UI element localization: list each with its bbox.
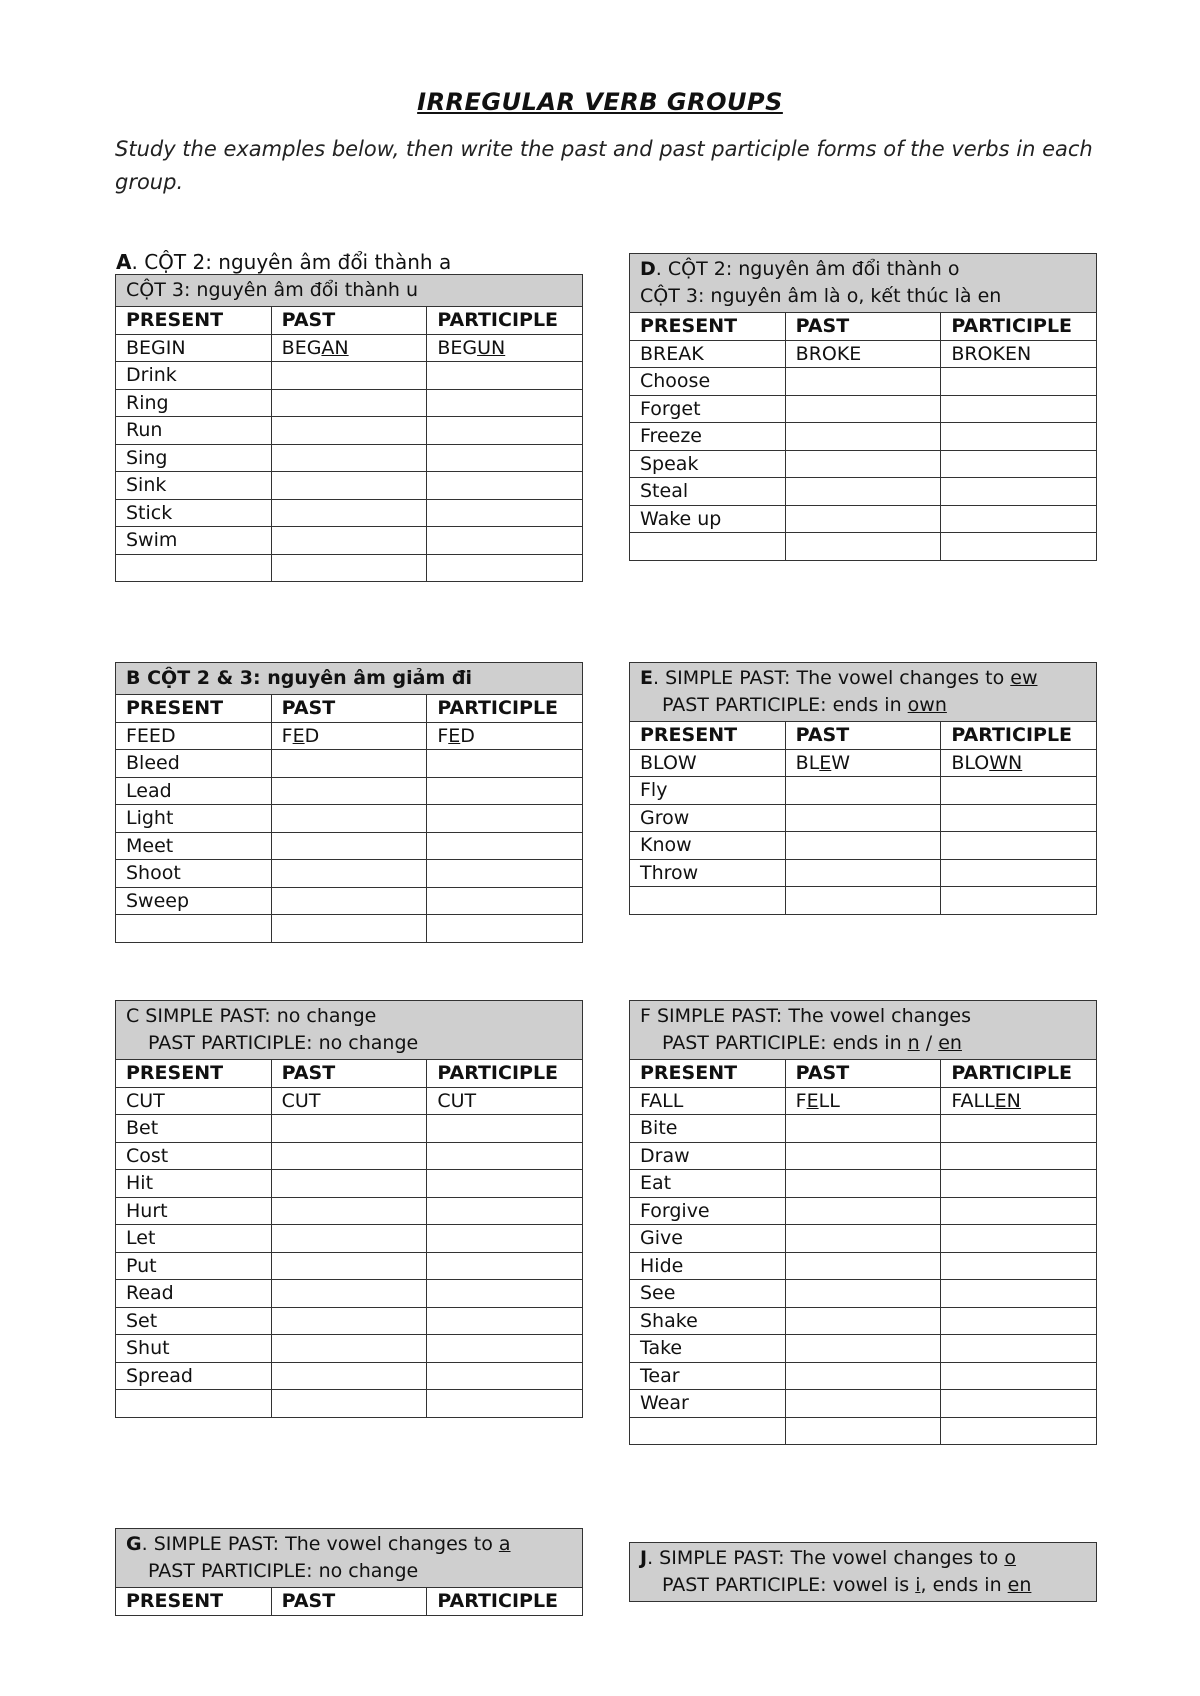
col-present: PRESENT [630,1060,786,1088]
past-answer-cell[interactable] [785,478,941,506]
participle-answer-cell[interactable] [427,887,583,915]
past-answer-cell[interactable] [785,1115,941,1143]
verb-present: Steal [630,478,786,506]
past-answer-cell[interactable] [271,750,427,778]
participle-answer-cell[interactable] [427,1115,583,1143]
verb-present [630,887,786,915]
verb-row [116,1225,583,1253]
participle-answer-cell[interactable] [941,1280,1097,1308]
participle-answer-cell[interactable] [427,750,583,778]
verb-row [630,533,1097,561]
verb-present [116,1390,272,1418]
verb-row [630,1417,1097,1445]
participle-answer-cell[interactable] [427,472,583,500]
participle-answer-cell[interactable] [941,533,1097,561]
participle-answer-cell[interactable] [941,1115,1097,1143]
verb-present: See [630,1280,786,1308]
past-answer-cell[interactable] [271,1252,427,1280]
group-j-table [629,1542,1097,1602]
verb-row [116,1170,583,1198]
verb-row [116,554,583,582]
past-answer-cell[interactable] [271,527,427,555]
verb-present: Give [630,1225,786,1253]
group-j [629,1542,1097,1602]
verb-present: Bet [116,1115,272,1143]
worksheet-title: IRREGULAR VERB GROUPS [417,88,783,116]
group-a-table [115,274,583,582]
participle-answer-cell[interactable] [941,804,1097,832]
participle-answer-cell[interactable] [427,1197,583,1225]
group-a [115,250,583,582]
group-f-table [629,1000,1097,1445]
col-participle: PARTICIPLE [427,307,583,335]
participle-answer-cell[interactable] [941,777,1097,805]
group-a-heading: A. CỘT 2: nguyên âm đổi thành a [116,250,452,274]
verb-present [630,1417,786,1445]
group-b [115,662,583,943]
group-j-heading: J. SIMPLE PAST: The vowel changes to o PAST PARTICIPLE: vowel is i, ends in en [630,1543,1097,1602]
past-answer-cell[interactable] [271,1142,427,1170]
verb-row [116,1115,583,1143]
verb-row [116,860,583,888]
verb-present: Spread [116,1362,272,1390]
past-answer-cell[interactable] [785,887,941,915]
col-past: PAST [271,1588,427,1616]
verb-present: Swim [116,527,272,555]
example-row: FEED FED FED [116,722,583,750]
past-answer-cell[interactable] [785,368,941,396]
verb-present: Put [116,1252,272,1280]
col-present: PRESENT [116,695,272,723]
verb-present: Hide [630,1252,786,1280]
past-answer-cell[interactable] [271,444,427,472]
participle-answer-cell[interactable] [941,1197,1097,1225]
verb-present: Take [630,1335,786,1363]
participle-answer-cell[interactable] [941,887,1097,915]
past-answer-cell[interactable] [785,1280,941,1308]
verb-present: Cost [116,1142,272,1170]
past-answer-cell[interactable] [271,499,427,527]
verb-present: Wear [630,1390,786,1418]
participle-answer-cell[interactable] [427,417,583,445]
participle-answer-cell[interactable] [427,444,583,472]
group-c-table [115,1000,583,1418]
verb-row [116,527,583,555]
group-f-heading: F SIMPLE PAST: The vowel changes PAST PARTICIPLE: ends in n / en [630,1001,1097,1060]
verb-present: Know [630,832,786,860]
verb-row [116,444,583,472]
participle-answer-cell[interactable] [427,527,583,555]
col-participle: PARTICIPLE [427,695,583,723]
verb-row [116,1142,583,1170]
participle-answer-cell[interactable] [941,478,1097,506]
verb-present: Freeze [630,423,786,451]
participle-answer-cell[interactable] [941,1417,1097,1445]
verb-present: Meet [116,832,272,860]
participle-answer-cell[interactable] [427,860,583,888]
verb-present: Sweep [116,887,272,915]
col-present: PRESENT [116,307,272,335]
col-present: PRESENT [630,313,786,341]
participle-answer-cell[interactable] [427,1362,583,1390]
participle-answer-cell[interactable] [427,1335,583,1363]
verb-row [116,777,583,805]
verb-present: Sing [116,444,272,472]
past-answer-cell[interactable] [785,1335,941,1363]
participle-answer-cell[interactable] [941,450,1097,478]
verb-present: Wake up [630,505,786,533]
past-answer-cell[interactable] [785,1390,941,1418]
past-answer-cell[interactable] [271,417,427,445]
past-answer-cell[interactable] [785,1307,941,1335]
verb-present: Lead [116,777,272,805]
past-answer-cell[interactable] [271,1390,427,1418]
past-answer-cell[interactable] [271,554,427,582]
verb-present: Choose [630,368,786,396]
past-answer-cell[interactable] [271,472,427,500]
participle-answer-cell[interactable] [427,1225,583,1253]
verb-row [630,1280,1097,1308]
group-g-heading: G. SIMPLE PAST: The vowel changes to a PAST PARTICIPLE: no change [116,1529,583,1588]
verb-row [630,450,1097,478]
participle-answer-cell[interactable] [427,1252,583,1280]
participle-answer-cell[interactable] [427,389,583,417]
group-g-table [115,1528,583,1616]
example-row: FALL FELL FALLEN [630,1087,1097,1115]
verb-present: Shoot [116,860,272,888]
verb-row [116,750,583,778]
verb-present: Hurt [116,1197,272,1225]
past-answer-cell[interactable] [785,423,941,451]
verb-present: Sink [116,472,272,500]
group-e-heading: E. SIMPLE PAST: The vowel changes to ew PAST PARTICIPLE: ends in own [630,663,1097,722]
group-c-heading: C SIMPLE PAST: no change PAST PARTICIPLE: no change [116,1001,583,1060]
verb-present: Throw [630,859,786,887]
verb-present: Read [116,1280,272,1308]
past-answer-cell[interactable] [785,533,941,561]
past-answer-cell[interactable] [785,859,941,887]
verb-row [630,1307,1097,1335]
verb-present: Let [116,1225,272,1253]
group-d-table [629,253,1097,561]
participle-answer-cell[interactable] [427,1280,583,1308]
verb-present: Light [116,805,272,833]
participle-answer-cell[interactable] [941,368,1097,396]
verb-row [116,499,583,527]
participle-answer-cell[interactable] [941,505,1097,533]
verb-row [630,804,1097,832]
past-answer-cell[interactable] [271,362,427,390]
verb-present: Drink [116,362,272,390]
group-b-table [115,662,583,943]
past-answer-cell[interactable] [271,777,427,805]
participle-answer-cell[interactable] [941,1362,1097,1390]
verb-present: Eat [630,1170,786,1198]
group-d-heading: D. CỘT 2: nguyên âm đổi thành o CỘT 3: nguyên âm là o, kết thúc là en [630,254,1097,313]
verb-row [116,1390,583,1418]
past-answer-cell[interactable] [271,860,427,888]
example-row: BREAK BROKE BROKEN [630,340,1097,368]
verb-row [116,915,583,943]
past-answer-cell[interactable] [785,1252,941,1280]
group-d [629,253,1097,561]
participle-answer-cell[interactable] [941,859,1097,887]
col-past: PAST [271,307,427,335]
participle-answer-cell[interactable] [941,1225,1097,1253]
group-b-heading: B CỘT 2 & 3: nguyên âm giảm đi [116,663,583,695]
verb-row [630,1390,1097,1418]
group-e [629,662,1097,915]
verb-present: Bite [630,1115,786,1143]
past-answer-cell[interactable] [785,1362,941,1390]
group-a-subheading: CỘT 3: nguyên âm đổi thành u [116,275,583,307]
example-row: BLOW BLEW BLOWN [630,749,1097,777]
past-answer-cell[interactable] [785,777,941,805]
past-answer-cell[interactable] [271,1280,427,1308]
verb-present: Speak [630,450,786,478]
past-answer-cell[interactable] [785,505,941,533]
participle-answer-cell[interactable] [941,832,1097,860]
col-participle: PARTICIPLE [941,722,1097,750]
participle-answer-cell[interactable] [427,1142,583,1170]
verb-row [630,1252,1097,1280]
verb-row [116,832,583,860]
col-present: PRESENT [116,1060,272,1088]
verb-row [116,472,583,500]
participle-answer-cell[interactable] [427,1170,583,1198]
verb-row [630,505,1097,533]
verb-row [116,1252,583,1280]
verb-row [630,887,1097,915]
verb-present: Draw [630,1142,786,1170]
verb-present: Set [116,1307,272,1335]
past-answer-cell[interactable] [785,450,941,478]
verb-present: Shut [116,1335,272,1363]
verb-present: Tear [630,1362,786,1390]
verb-present: Forgive [630,1197,786,1225]
past-answer-cell[interactable] [271,1225,427,1253]
group-c [115,1000,583,1418]
col-participle: PARTICIPLE [941,313,1097,341]
col-present: PRESENT [630,722,786,750]
participle-answer-cell[interactable] [941,1170,1097,1198]
verb-row [116,1280,583,1308]
past-answer-cell[interactable] [271,1115,427,1143]
instructions: Study the examples below, then write the past and past participle forms of the verbs in each group. [115,137,1093,194]
participle-answer-cell[interactable] [941,395,1097,423]
past-answer-cell[interactable] [271,805,427,833]
verb-present [630,533,786,561]
past-answer-cell[interactable] [785,1142,941,1170]
participle-answer-cell[interactable] [941,1390,1097,1418]
verb-present: Fly [630,777,786,805]
past-answer-cell[interactable] [785,1225,941,1253]
verb-row [116,1335,583,1363]
participle-answer-cell[interactable] [427,499,583,527]
col-participle: PARTICIPLE [427,1060,583,1088]
col-past: PAST [785,313,941,341]
past-answer-cell[interactable] [271,1307,427,1335]
participle-answer-cell[interactable] [941,423,1097,451]
verb-present: Shake [630,1307,786,1335]
group-f [629,1000,1097,1445]
past-answer-cell[interactable] [271,832,427,860]
verb-row [116,1197,583,1225]
verb-present [116,554,272,582]
verb-present: Stick [116,499,272,527]
verb-row [630,859,1097,887]
verb-row [630,368,1097,396]
past-answer-cell[interactable] [785,1170,941,1198]
past-answer-cell[interactable] [785,804,941,832]
verb-present: Ring [116,389,272,417]
past-answer-cell[interactable] [271,1170,427,1198]
group-e-table [629,662,1097,915]
col-present: PRESENT [116,1588,272,1616]
past-answer-cell[interactable] [785,1197,941,1225]
verb-present: Run [116,417,272,445]
participle-answer-cell[interactable] [941,1252,1097,1280]
verb-row [630,1115,1097,1143]
participle-answer-cell[interactable] [427,805,583,833]
past-answer-cell[interactable] [271,1335,427,1363]
col-participle: PARTICIPLE [427,1588,583,1616]
verb-row [630,832,1097,860]
col-past: PAST [271,695,427,723]
past-answer-cell[interactable] [785,395,941,423]
past-answer-cell[interactable] [785,832,941,860]
col-past: PAST [785,1060,941,1088]
col-past: PAST [271,1060,427,1088]
past-answer-cell[interactable] [271,915,427,943]
verb-present: Forget [630,395,786,423]
past-answer-cell[interactable] [271,389,427,417]
verb-row [116,805,583,833]
past-answer-cell[interactable] [271,887,427,915]
participle-answer-cell[interactable] [427,362,583,390]
participle-answer-cell[interactable] [427,832,583,860]
verb-present [116,915,272,943]
verb-row [630,1197,1097,1225]
verb-row [116,389,583,417]
participle-answer-cell[interactable] [427,1307,583,1335]
verb-present: Grow [630,804,786,832]
verb-row [630,478,1097,506]
verb-row [630,423,1097,451]
participle-answer-cell[interactable] [941,1307,1097,1335]
verb-row [630,1335,1097,1363]
participle-answer-cell[interactable] [941,1142,1097,1170]
verb-row [116,1307,583,1335]
verb-row [630,395,1097,423]
verb-present: Hit [116,1170,272,1198]
past-answer-cell[interactable] [785,1417,941,1445]
participle-answer-cell[interactable] [941,1335,1097,1363]
example-row: BEGIN BEGAN BEGUN [116,334,583,362]
group-g [115,1528,583,1616]
verb-row [116,417,583,445]
participle-answer-cell[interactable] [427,777,583,805]
verb-row [116,1362,583,1390]
verb-row [630,1225,1097,1253]
verb-row [116,362,583,390]
verb-row [630,777,1097,805]
verb-row [116,887,583,915]
col-participle: PARTICIPLE [941,1060,1097,1088]
verb-present: Bleed [116,750,272,778]
col-past: PAST [785,722,941,750]
verb-row [630,1362,1097,1390]
participle-answer-cell[interactable] [427,1390,583,1418]
past-answer-cell[interactable] [271,1197,427,1225]
past-answer-cell[interactable] [271,1362,427,1390]
example-row: CUT CUT CUT [116,1087,583,1115]
verb-row [630,1170,1097,1198]
participle-answer-cell[interactable] [427,915,583,943]
participle-answer-cell[interactable] [427,554,583,582]
verb-row [630,1142,1097,1170]
